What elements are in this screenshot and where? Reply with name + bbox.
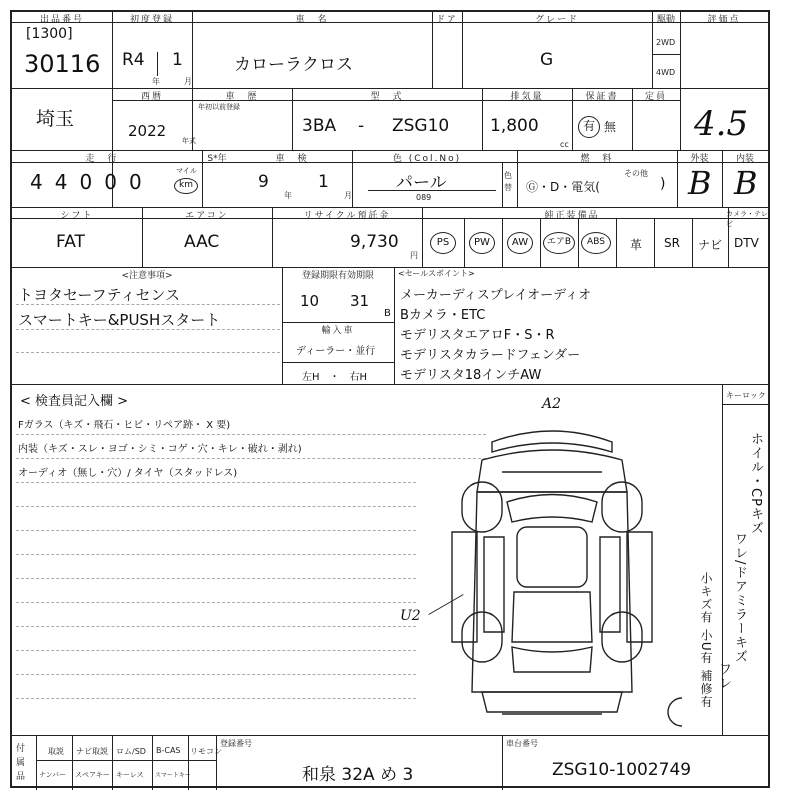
rule <box>16 458 486 459</box>
old-reg-note: 年初以前登録 <box>198 103 240 111</box>
acc-navi-manual: ナビ取説 <box>76 747 108 756</box>
fuel-other: その他 <box>624 169 648 178</box>
sales-point-4: モデリスタカラードフェンダー <box>400 348 581 363</box>
year-unit: 年 <box>152 77 160 86</box>
side-note-2: ワレ/ドアミラーキズ <box>732 532 747 664</box>
reg-month: 10 <box>300 292 320 310</box>
side-note-1: ホイル・CPキズ <box>748 432 763 535</box>
warranty-label: 保証書 <box>585 92 619 102</box>
lot-code: [1300] <box>26 26 73 42</box>
exterior-label: 外装 <box>690 154 709 164</box>
sales-point-5: モデリスタ18インチAW <box>400 368 542 383</box>
rule <box>16 554 416 555</box>
sales-label: <セールスポイント> <box>398 269 475 278</box>
aircon-value: AAC <box>184 232 220 252</box>
drive-2wd: 2WD <box>656 38 676 47</box>
rule <box>16 650 416 651</box>
rule <box>72 735 73 790</box>
fuel-label: 燃 料 <box>580 154 614 164</box>
side-note-3: ワレ <box>716 662 731 690</box>
s-label: S*年 <box>207 154 227 164</box>
model-label: 車 名 <box>295 15 329 25</box>
equip-pw: PW <box>469 232 495 254</box>
km-label: km <box>174 178 198 194</box>
rule <box>680 12 681 150</box>
first-reg-era: R4 <box>122 50 145 70</box>
insp-year-unit: 年 <box>284 191 292 200</box>
cc-unit: cc <box>560 140 569 149</box>
rule <box>192 12 193 150</box>
equip-abs: ABS <box>581 232 611 254</box>
rule <box>540 218 541 267</box>
warranty-yes: 有 <box>578 116 600 138</box>
grade-label: グレード <box>534 15 579 25</box>
insp-year: 9 <box>258 172 269 192</box>
rule <box>578 218 579 267</box>
drive-4wd: 4WD <box>656 68 676 77</box>
annual-label: 年式 <box>182 137 196 145</box>
rule <box>36 760 216 761</box>
rule <box>112 735 113 790</box>
color-value: パール <box>396 173 447 193</box>
reg-deadline-label: 登録期限有効期限 <box>301 271 374 281</box>
notice-2: スマートキー&PUSHスタート <box>18 311 221 329</box>
shift-value: FAT <box>56 232 85 252</box>
plate-label: 登録番号 <box>220 739 252 748</box>
inspection-title: < 検査員記入欄 > <box>20 394 129 409</box>
rule <box>12 384 768 385</box>
damage-mark-a2: A2 <box>542 396 562 412</box>
rule <box>16 304 280 305</box>
accessories-label: 付属品 <box>16 744 26 782</box>
rule <box>16 674 416 675</box>
rule <box>16 698 416 699</box>
acc-plate: ナンバー <box>39 771 67 779</box>
rule <box>16 434 486 435</box>
notice-1: トヨタセーフティセンス <box>18 286 181 304</box>
shift-label: シフト <box>60 211 94 221</box>
displacement-label: 排気量 <box>510 92 544 102</box>
rule <box>16 506 416 507</box>
rule <box>692 218 693 267</box>
inspection-line-1: Fガラス（キズ・飛石・ヒビ・リペア跡・ X 要) <box>18 420 231 431</box>
car-name: カローラクロス <box>234 55 353 75</box>
fuel-options: Ⓖ・D・電気( <box>526 180 600 194</box>
rule <box>188 735 189 790</box>
equip-aw: AW <box>507 232 533 254</box>
region-value: 埼玉 <box>36 108 75 130</box>
interior-grade: B <box>734 164 758 202</box>
auction-sheet <box>10 10 770 788</box>
exterior-grade: B <box>688 164 712 202</box>
equip-airbag: エアB <box>543 232 575 254</box>
recycle-value: 9,730 <box>350 232 399 252</box>
mileage-digit: 0 <box>128 170 154 194</box>
rule <box>722 404 768 405</box>
score-value: 4.5 <box>694 104 749 144</box>
equip-navi: ナビ <box>698 238 723 252</box>
interior-label: 内装 <box>735 154 754 164</box>
damage-mark-u2: U2 <box>400 608 421 624</box>
seireki-label: 西暦 <box>140 92 163 102</box>
grade-value: G <box>540 50 554 70</box>
insp-month: 1 <box>318 172 329 192</box>
rule <box>368 190 496 191</box>
drive-label: 駆動 <box>656 15 675 25</box>
capacity-label: 定員 <box>644 92 667 102</box>
sales-point-3: モデリスタエアロF・S・R <box>400 328 555 343</box>
mileage-digit: 0 <box>79 170 105 194</box>
rule <box>36 735 37 790</box>
displacement-value: 1,800 <box>490 116 539 136</box>
rule <box>652 54 680 55</box>
dealer-option: ディーラー・並行 <box>296 346 376 357</box>
rule <box>502 162 503 207</box>
plate-value: 和泉 32A め 3 <box>302 765 414 785</box>
prefix: 3BA <box>302 116 337 136</box>
score-label: 評価点 <box>707 15 741 25</box>
rule <box>282 362 394 363</box>
mileage-digit: 4 <box>54 170 80 194</box>
color-change-label: 色替 <box>504 171 512 192</box>
rule <box>152 735 153 790</box>
equip-dtv: DTV <box>734 236 759 250</box>
year-value: 2022 <box>128 122 167 140</box>
equip-sr: SR <box>664 236 680 250</box>
first-reg-month: 1 <box>172 50 183 70</box>
camera-label: カメラ・テレビ <box>726 210 768 228</box>
acc-remote: リモコン <box>190 747 222 756</box>
rule <box>616 218 617 267</box>
rule <box>502 735 503 790</box>
insp-month-unit: 月 <box>344 191 352 200</box>
chassis-value: ZSG10-1002749 <box>552 760 692 780</box>
color-no: 089 <box>416 193 432 202</box>
mileage-digits <box>30 170 154 194</box>
yen-unit: 円 <box>410 251 418 260</box>
rule <box>16 578 416 579</box>
first-reg-label: 初度登録 <box>129 15 174 25</box>
color-label: 色 (Col.No) <box>392 154 462 164</box>
month-unit: 月 <box>184 77 192 86</box>
reg-b-mark: B <box>384 308 391 319</box>
side-note-4: 小キズ有 小U有 補修有 <box>699 572 713 709</box>
equipment-label: 純正装備品 <box>544 211 600 221</box>
lot-number: 30116 <box>24 50 101 78</box>
model-code: ZSG10 <box>392 116 450 136</box>
acc-smart-key: スマートキー <box>155 772 191 779</box>
mileage-label: 走 行 <box>85 154 119 164</box>
key-lock-label: キーロック <box>726 391 766 400</box>
inspection-line-2: 内装（キズ・スレ・ヨゴ・シミ・コゲ・穴・キレ・破れ・剥れ) <box>18 444 302 455</box>
door-label: ドア <box>436 15 458 25</box>
rule <box>216 735 217 790</box>
mile-label: マイル <box>176 167 197 175</box>
acc-keyless: キーレス <box>116 771 144 779</box>
sales-point-2: Bカメラ・ETC <box>400 308 486 323</box>
rule <box>16 482 416 483</box>
history-label: 車 歴 <box>225 92 259 102</box>
lot-label: 出品番号 <box>39 15 84 25</box>
acc-manual: 取説 <box>48 747 64 756</box>
fuel-close-paren: ) <box>660 176 666 192</box>
rule <box>16 329 280 330</box>
reg-day: 31 <box>350 292 370 310</box>
rule <box>16 352 280 353</box>
car-outline <box>422 412 682 730</box>
recycle-label: リサイクル預託金 <box>303 211 391 221</box>
acc-spare-key: スペアキー <box>75 771 110 779</box>
katashiki-label: 型 式 <box>370 92 404 102</box>
rule <box>16 626 416 627</box>
import-label: 輸入車 <box>321 326 355 336</box>
rule <box>464 218 465 267</box>
rule <box>157 52 158 76</box>
sales-point-1: メーカーディスプレイオーディオ <box>400 288 592 303</box>
acc-rom-sd: ロム/SD <box>116 747 146 756</box>
inspection-line-3: オーディオ（無し・穴）/ タイヤ（スタッドレス) <box>18 468 238 479</box>
rule <box>12 735 768 736</box>
chassis-label: 車台番号 <box>506 739 538 748</box>
aircon-label: エアコン <box>185 211 229 221</box>
handle-option: 左H ・ 右H <box>302 372 368 383</box>
equip-ps: PS <box>430 232 456 254</box>
rule <box>654 218 655 267</box>
rule <box>16 602 416 603</box>
notice-label: <注意事項> <box>121 271 173 281</box>
car-damage-diagram <box>422 412 682 730</box>
warranty-no: 無 <box>604 120 617 134</box>
dash: - <box>358 116 365 136</box>
rule <box>16 530 416 531</box>
rule <box>502 218 503 267</box>
rule <box>394 267 395 384</box>
mileage-digit: 4 <box>30 170 55 194</box>
equip-leather: 革 <box>630 238 643 252</box>
acc-bcas: B-CAS <box>156 746 181 755</box>
inspection-label: 車 検 <box>275 154 309 164</box>
rule <box>728 207 729 267</box>
mileage-digit: 0 <box>104 170 129 194</box>
